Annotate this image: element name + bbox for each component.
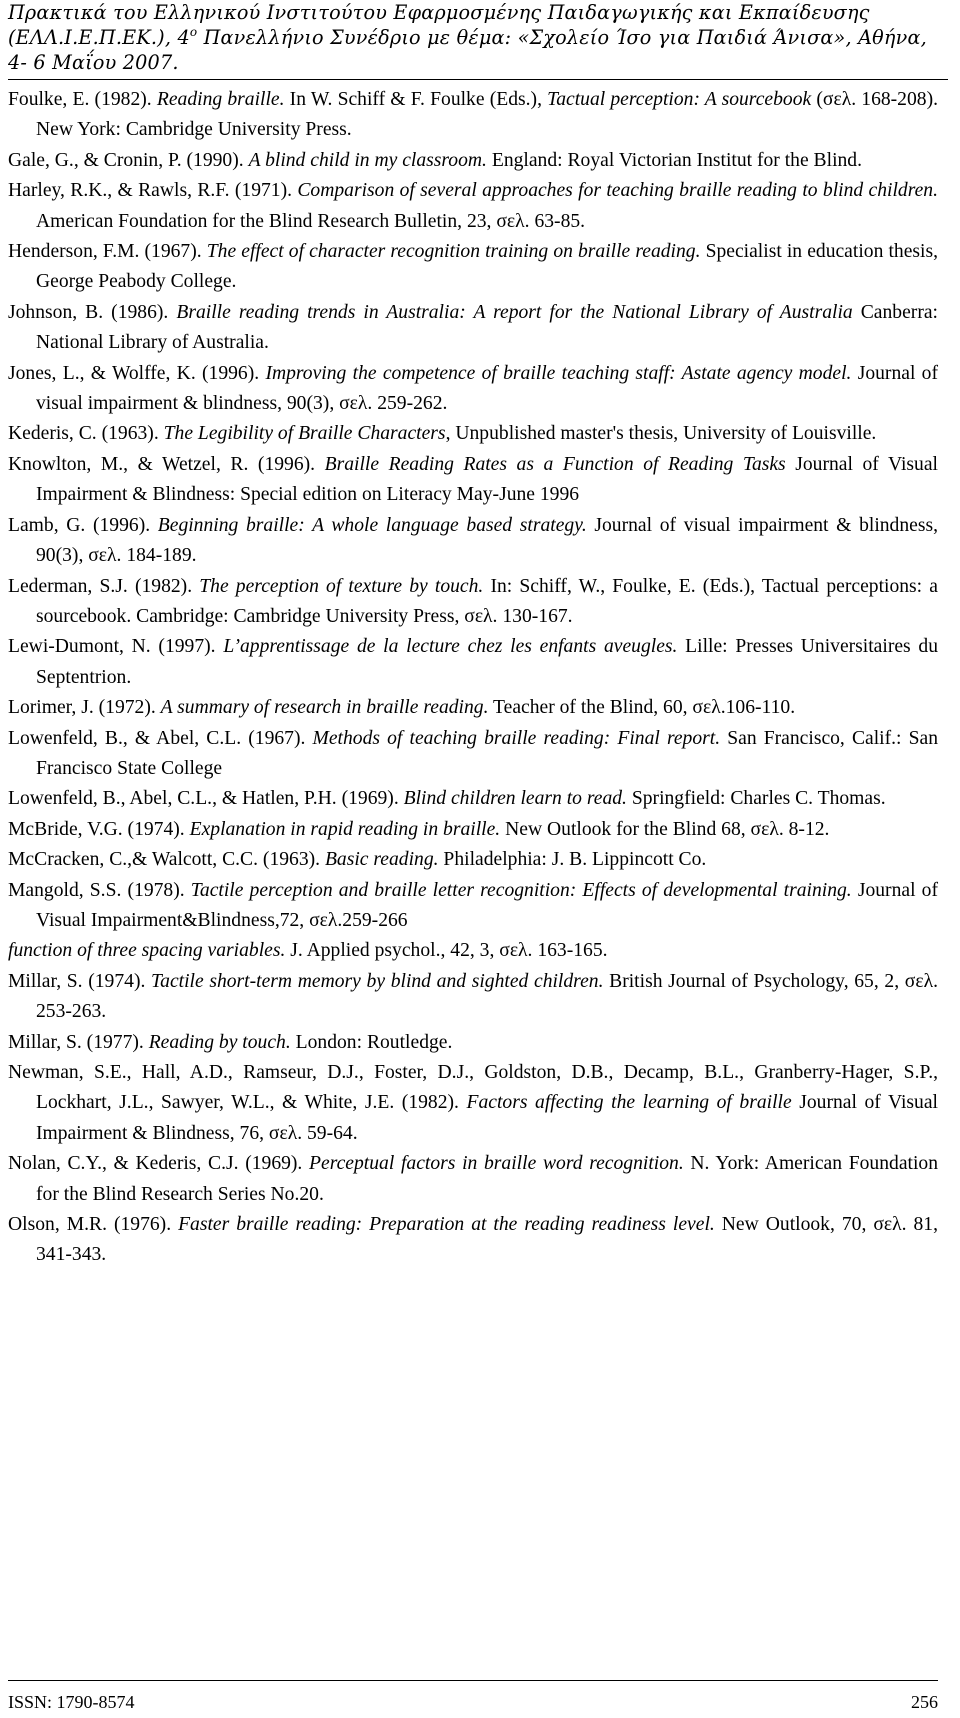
reference-entry [8, 298, 938, 359]
reference-entry [8, 176, 938, 237]
reference-text: Teacher of the Blind, 60, σελ.106-110. [488, 697, 796, 719]
reference-text: England: Royal Victorian Institut for the Blind. [486, 149, 862, 171]
reference-title: Explanation in rapid reading in braille. [189, 818, 501, 840]
header-superscript: ο [189, 25, 198, 39]
reference-text: Foulke, E. (1982). [8, 89, 157, 110]
header-line-2 [8, 25, 948, 50]
reference-text: Newman, S.E., Hall, A.D., Ramseur, D.J., Foster, D.J., Goldston, D.B., Decamp, B.L., Granberry-Hager, S.P., Lockhart, J.L., Sawyer, W.L., & White, J.E. (1982). [8, 1062, 938, 1114]
reference-title: Tactual perception: A sourcebook [547, 89, 812, 110]
reference-title: Basic reading. [324, 849, 439, 871]
reference-title: Improving the competence of braille teaching staff: Astate agency model. [265, 362, 852, 384]
reference-title: Comparison of several approaches for teaching braille reading to blind children. [297, 180, 938, 202]
reference-entry [8, 693, 938, 723]
reference-entry [8, 1210, 938, 1271]
reference-entry [8, 724, 938, 785]
reference-text: In W. Schiff & F. Foulke (Eds.), [284, 89, 548, 110]
header-line-1: Πρακτικά του Ελληνικού Ινστιτούτου Εφαρμοσμένης Παιδαγωγικής και Εκπαίδευσης [8, 1, 870, 24]
reference-title: The effect of character recognition training on braille reading. [206, 241, 701, 263]
reference-entry [8, 237, 938, 298]
header-line-3: 4- 6 Μαΐου 2007. [8, 51, 179, 74]
reference-entry [8, 936, 938, 966]
reference-text: Kederis, C. (1963). [8, 423, 164, 445]
reference-entry [8, 815, 938, 845]
reference-text: American Foundation for the Blind Research Bulletin, 23, σελ. 63-85. [36, 210, 586, 232]
reference-text: Lamb, G. (1996). [8, 514, 158, 536]
reference-text: Philadelphia: J. B. Lippincott Co. [438, 849, 707, 871]
reference-entry [8, 1058, 938, 1149]
reference-text: London: Routledge. [290, 1031, 453, 1053]
reference-text: , Unpublished master's thesis, University of Louisville. [445, 423, 877, 445]
reference-text: Olson, M.R. (1976). [8, 1214, 179, 1236]
reference-entry [8, 632, 938, 693]
reference-title: Factors affecting the learning of braille [466, 1092, 792, 1114]
reference-entry [8, 419, 938, 449]
reference-text: Millar, S. (1977). [8, 1031, 149, 1053]
reference-text: Journal of Visual Impairment & Blindness: Special edition on Literacy May-June 1996 [36, 453, 938, 506]
reference-title: Tactile short-term memory by blind and sighted children. [151, 970, 604, 992]
reference-text: New Outlook for the Blind 68, σελ. 8-12. [500, 818, 830, 840]
reference-text: Henderson, F.M. (1967). [8, 241, 207, 263]
reference-text: Journal of visual impairment & blindness, 90(3), σελ. 259-262. [36, 362, 938, 415]
reference-text: (σελ. 168-208). New York: Cambridge University Press. [36, 89, 939, 141]
reference-text: Lorimer, J. (1972). [8, 697, 161, 719]
reference-text: Nolan, C.Y., & Kederis, C.J. (1969). [8, 1153, 310, 1175]
reference-title: Reading by touch. [148, 1031, 291, 1053]
running-header [8, 0, 948, 80]
reference-text: Jones, L., & Wolffe, K. (1996). [8, 362, 266, 384]
reference-entry [8, 1149, 938, 1210]
reference-text: Lowenfeld, B., & Abel, C.L. (1967). [8, 727, 313, 749]
reference-entry [8, 511, 938, 572]
reference-text: Lederman, S.J. (1982). [8, 575, 200, 597]
reference-text: Knowlton, M., & Wetzel, R. (1996). [8, 453, 325, 475]
reference-text: Lewi-Dumont, N. (1997). [8, 636, 224, 658]
reference-text: Millar, S. (1974). [8, 970, 152, 992]
reference-title: Methods of teaching braille reading: Final report. [312, 727, 721, 749]
reference-entry [8, 146, 938, 176]
reference-title: The perception of texture by touch. [199, 575, 484, 597]
reference-text: Lowenfeld, B., Abel, C.L., & Hatlen, P.H. (1969). [8, 788, 404, 810]
reference-text: Johnson, B. (1986). [8, 301, 177, 323]
reference-entry [8, 450, 938, 511]
reference-text: Canberra: National Library of Australia. [36, 301, 938, 354]
reference-title: A blind child in my classroom. [248, 149, 487, 171]
reference-title: Tactile perception and braille letter recognition: Effects of developmental training. [190, 879, 852, 901]
reference-text: Harley, R.K., & Rawls, R.F. (1971). [8, 180, 298, 202]
reference-text: In: Schiff, W., Foulke, E. (Eds.), Tactual perceptions: a sourcebook. Cambridge: Cambridge University Press, σελ. 130-167. [36, 575, 938, 627]
page-number: 256 [911, 1692, 938, 1712]
reference-text: Specialist in education thesis, George Peabody College. [36, 241, 938, 293]
reference-title: Reading braille. [156, 89, 285, 110]
reference-text: J. Applied psychol., 42, 3, σελ. 163-165. [285, 940, 608, 962]
header-line-2-post: Πανελλήνιο Συνέδριο με θέμα: «Σχολείο Ίσο για Παιδιά Άνισα», Αθήνα, [197, 26, 927, 49]
reference-entry [8, 967, 938, 1028]
reference-title: Braille Reading Rates as a Function of Reading Tasks [324, 453, 786, 475]
reference-title: The Legibility of Braille Characters [163, 423, 446, 445]
reference-entry [8, 845, 938, 875]
reference-title: Beginning braille: A whole language based strategy. [157, 514, 587, 536]
header-line-2-pre: (ΕΛΛ.Ι.Ε.Π.ΕΚ.), 4 [8, 26, 190, 49]
reference-text: Journal of Visual Impairment&Blindness,72, σελ.259-266 [36, 879, 938, 931]
reference-text: Journal of Visual Impairment & Blindness, 76, σελ. 59-64. [36, 1092, 938, 1144]
reference-entry [8, 572, 938, 633]
reference-text: McBride, V.G. (1974). [8, 818, 190, 840]
reference-entry [8, 784, 938, 814]
reference-text: Journal of visual impairment & blindness, 90(3), σελ. 184-189. [36, 514, 938, 567]
reference-text: New Outlook, 70, σελ. 81, 341-343. [36, 1214, 938, 1266]
page-footer [8, 1680, 938, 1711]
reference-entry [8, 1028, 938, 1058]
reference-text: Lille: Presses Universitaires du Septentrion. [36, 636, 939, 688]
reference-entry [8, 85, 938, 146]
reference-text: N. York: American Foundation for the Blind Research Series No.20. [36, 1153, 938, 1205]
reference-entry [8, 876, 938, 937]
reference-title: Faster braille reading: Preparation at the reading readiness level. [178, 1214, 715, 1236]
reference-title: function of three spacing variables. [8, 940, 286, 962]
reference-text: San Francisco, Calif.: San Francisco State College [36, 727, 938, 779]
reference-list [8, 85, 938, 1271]
reference-title: Braille reading trends in Australia: A report for the National Library of Australia [176, 301, 853, 323]
reference-title: L’apprentissage de la lecture chez les enfants aveugles. [223, 636, 678, 658]
reference-title: Blind children learn to read. [403, 788, 627, 810]
reference-title: Perceptual factors in braille word recognition. [309, 1153, 684, 1175]
reference-text: Mangold, S.S. (1978). [8, 879, 191, 901]
issn-number: ISSN: 1790-8574 [8, 1692, 135, 1712]
reference-text: Gale, G., & Cronin, P. (1990). [8, 149, 249, 171]
reference-text: Springfield: Charles C. Thomas. [626, 788, 886, 810]
reference-title: A summary of research in braille reading. [160, 697, 489, 719]
reference-text: British Journal of Psychology, 65, 2, σελ. 253-263. [36, 970, 938, 1023]
reference-entry [8, 359, 938, 420]
reference-text: McCracken, C.,& Walcott, C.C. (1963). [8, 849, 325, 871]
